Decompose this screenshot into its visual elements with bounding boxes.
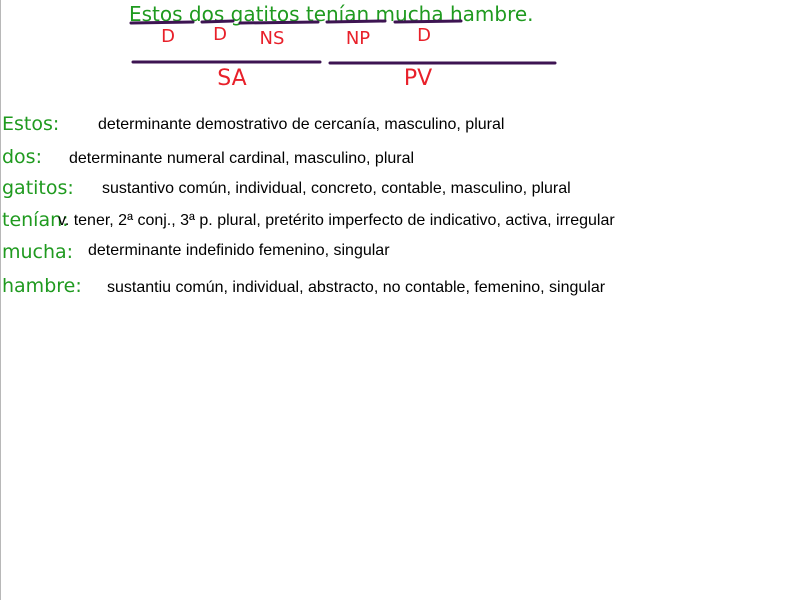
underline-mucha <box>395 21 461 22</box>
tag-sa: SA <box>217 66 247 91</box>
underline-estos <box>131 22 193 23</box>
analysis-desc-gatitos: sustantivo común, individual, concreto, contable, masculino, plural <box>102 180 571 197</box>
tag-pv: PV <box>403 66 433 91</box>
analysis-word-estos: Estos: <box>2 113 60 135</box>
analysis-desc-hambre: sustantiu común, individual, abstracto, no contable, femenino, singular <box>107 279 606 296</box>
tag-estos: D <box>161 26 175 47</box>
analysis-desc-estos: determinante demostrativo de cercanía, masculino, plural <box>98 116 505 133</box>
analysis-word-dos: dos: <box>2 146 42 168</box>
underline-gatitos <box>240 22 318 23</box>
sentence-word-tenian: tenían <box>305 2 370 26</box>
tag-dos: D <box>213 24 227 45</box>
analysis-word-tenian: tenían: <box>2 209 69 231</box>
sentence-word-estos: Estos <box>129 2 183 26</box>
sentence-word-mucha: mucha <box>375 2 444 26</box>
sentence-word-dos: dos <box>188 2 225 26</box>
sentence-word-gatitos: gatitos <box>230 2 300 26</box>
analysis-desc-dos: determinante numeral cardinal, masculino, plural <box>69 150 415 167</box>
analysis-desc-mucha: determinante indefinido femenino, singular <box>88 242 390 259</box>
underline-dos <box>202 21 233 22</box>
analysis-desc-tenian: v. tener, 2ª conj., 3ª p. plural, pretérito imperfecto de indicativo, activa, irregular <box>58 212 615 229</box>
analysis-word-gatitos: gatitos: <box>2 177 74 199</box>
sentence-word-hambre: hambre. <box>449 2 534 26</box>
analysis-word-hambre: hambre: <box>2 275 82 297</box>
tag-mucha: D <box>417 25 431 46</box>
analysis-word-mucha: mucha: <box>2 241 74 263</box>
tag-tenian: NP <box>345 28 371 49</box>
tag-gatitos: NS <box>259 28 285 49</box>
syntax-annotation <box>0 0 800 100</box>
underline-tenian <box>327 21 385 22</box>
